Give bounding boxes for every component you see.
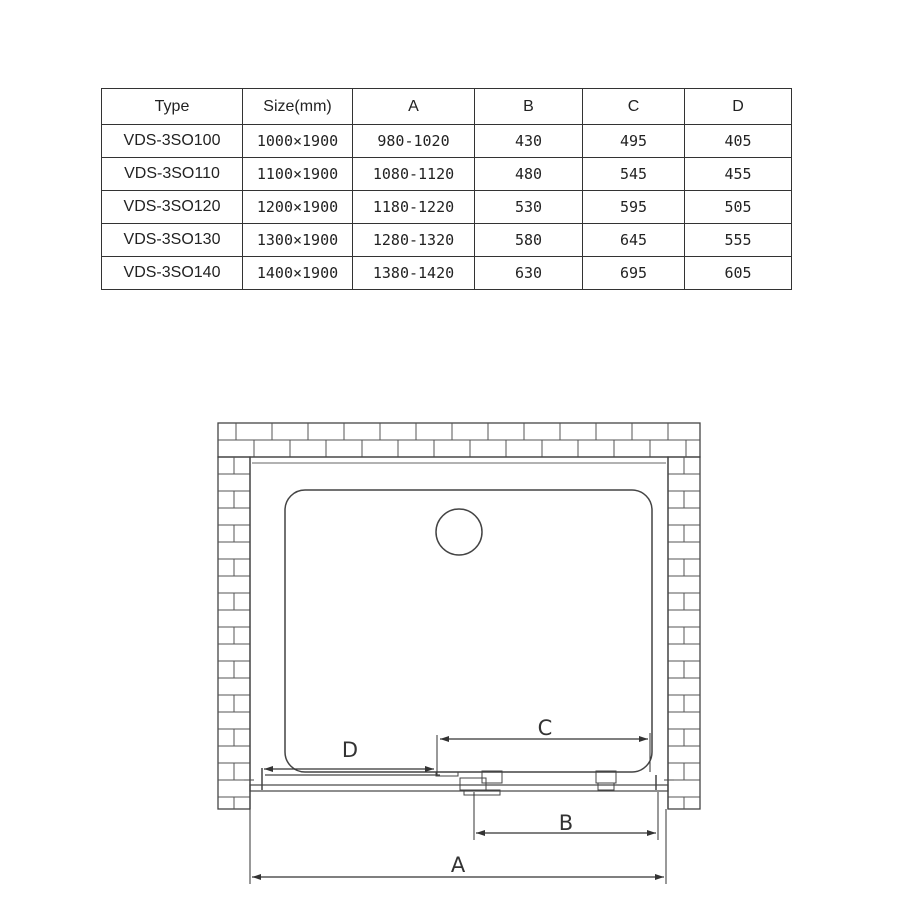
cell-size: 1200×1900 xyxy=(243,191,353,224)
cell-size: 1100×1900 xyxy=(243,158,353,191)
cell-type: VDS-3SO130 xyxy=(102,224,243,257)
shower-tray xyxy=(285,490,652,772)
cell-d: 555 xyxy=(685,224,792,257)
cell-a: 980-1020 xyxy=(353,125,475,158)
cell-c: 695 xyxy=(583,257,685,290)
cell-size: 1400×1900 xyxy=(243,257,353,290)
cell-b: 430 xyxy=(475,125,583,158)
header-c: C xyxy=(583,89,685,125)
header-b: B xyxy=(475,89,583,125)
dimension-b xyxy=(474,792,658,840)
roller xyxy=(482,771,502,783)
room-outline xyxy=(250,457,668,809)
cell-b: 630 xyxy=(475,257,583,290)
dimension-c-label: C xyxy=(537,716,553,740)
cell-type: VDS-3SO100 xyxy=(102,125,243,158)
cell-d: 605 xyxy=(685,257,792,290)
cell-type: VDS-3SO140 xyxy=(102,257,243,290)
cell-a: 1180-1220 xyxy=(353,191,475,224)
dimension-a-label: A xyxy=(450,853,466,877)
cell-type: VDS-3SO120 xyxy=(102,191,243,224)
dimension-b-label: B xyxy=(558,811,574,835)
roller-base xyxy=(598,783,614,790)
cell-a: 1380-1420 xyxy=(353,257,475,290)
dimension-d-label: D xyxy=(341,738,359,762)
cell-c: 495 xyxy=(583,125,685,158)
cell-b: 480 xyxy=(475,158,583,191)
cell-d: 405 xyxy=(685,125,792,158)
dimension-c xyxy=(440,716,650,772)
cell-a: 1280-1320 xyxy=(353,224,475,257)
cell-b: 530 xyxy=(475,191,583,224)
header-size: Size(mm) xyxy=(243,89,353,125)
header-type: Type xyxy=(102,89,243,125)
cell-size: 1300×1900 xyxy=(243,224,353,257)
cell-c: 545 xyxy=(583,158,685,191)
cell-d: 455 xyxy=(685,158,792,191)
dimension-a xyxy=(250,809,666,884)
cell-d: 505 xyxy=(685,191,792,224)
brick-wall xyxy=(218,423,700,809)
cell-type: VDS-3SO110 xyxy=(102,158,243,191)
roller xyxy=(596,771,616,783)
cell-c: 595 xyxy=(583,191,685,224)
drain xyxy=(436,509,482,555)
header-a: A xyxy=(353,89,475,125)
header-d: D xyxy=(685,89,792,125)
dimension-d xyxy=(264,735,437,775)
cell-size: 1000×1900 xyxy=(243,125,353,158)
cell-b: 580 xyxy=(475,224,583,257)
cell-c: 645 xyxy=(583,224,685,257)
cell-a: 1080-1120 xyxy=(353,158,475,191)
